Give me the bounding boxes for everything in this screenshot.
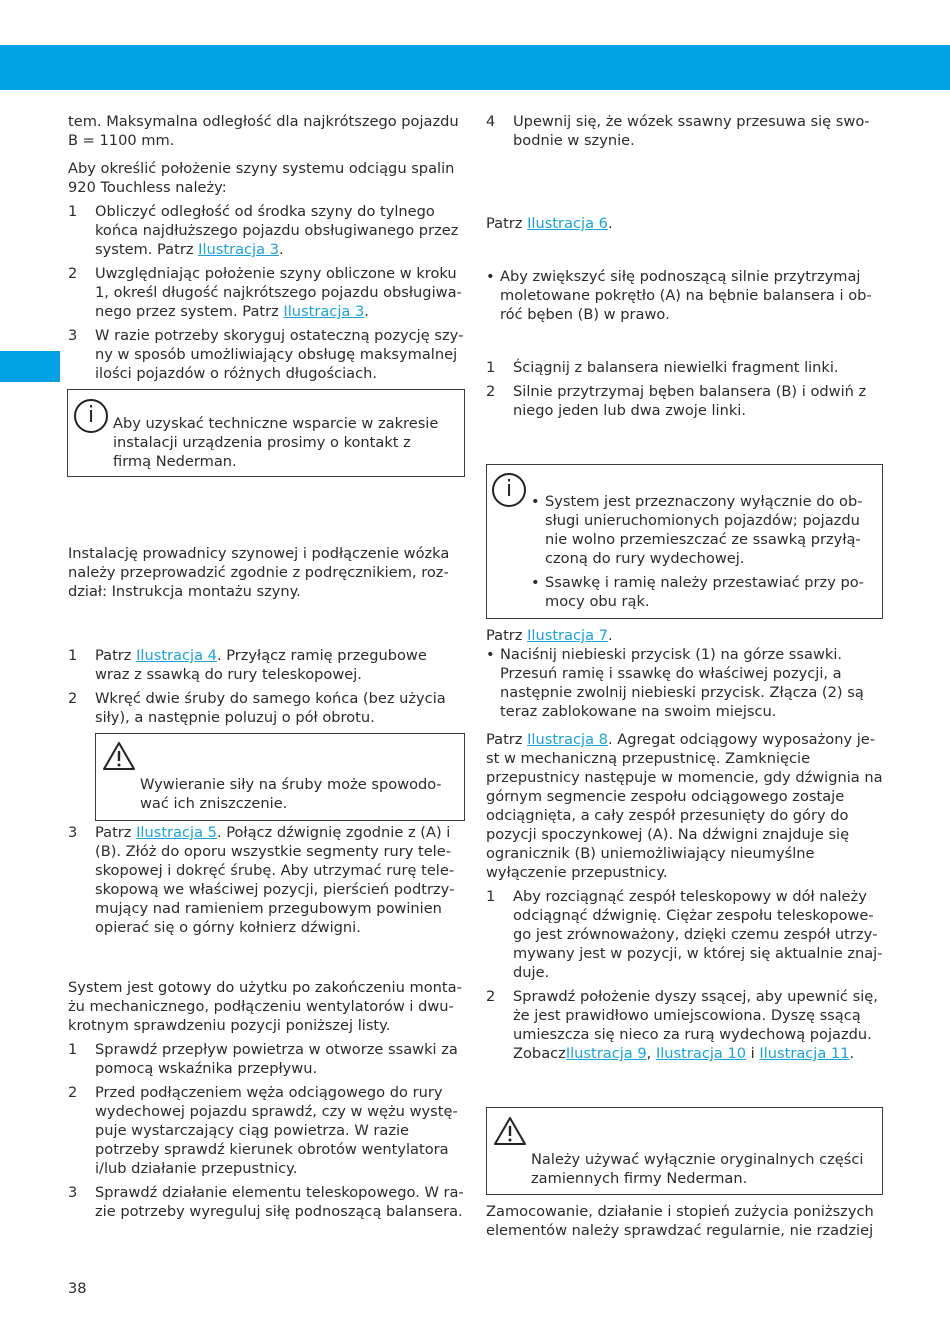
paragraph-ready: System jest gotowy do użytku po zakończeniu montażu mechanicznego, podłączeniu wentylatorów i dwukrotnym sprawdzeniu pozycji poniższej listy. [68, 979, 462, 1034]
list-item [68, 202, 464, 259]
list-number: 1 [486, 888, 496, 905]
list-text: Patrz [95, 647, 137, 664]
list-number: 2 [68, 1084, 78, 1101]
text: Patrz [486, 627, 528, 644]
section-tab-marker [0, 351, 60, 382]
paragraph-see-figure-6 [486, 214, 883, 233]
header-bar [0, 45, 950, 90]
list-text: Upewnij się, że wózek ssawny przesuwa się swobodnie w szynie. [513, 113, 870, 149]
list-item [486, 382, 883, 420]
paragraph-see-figure-8 [486, 730, 883, 882]
punctuation: . [278, 241, 284, 258]
left-column [68, 112, 464, 1226]
list-text: Sprawdź przepływ powietrza w otworze ssawki za pomocą wskaźnika przepływu. [95, 1041, 458, 1077]
list-item [68, 689, 464, 727]
list-number: 4 [486, 113, 496, 130]
list-number: 2 [486, 988, 496, 1005]
list-number: 2 [68, 690, 78, 707]
punctuation: . [607, 627, 613, 644]
separator: , [646, 1045, 656, 1062]
text: Patrz [486, 731, 528, 748]
figure-link[interactable]: Ilustracja 7 [527, 627, 608, 644]
list-text: Silnie przytrzymaj bęben balansera (B) i odwiń z niego jeden lub dwa zwoje linki. [513, 383, 867, 419]
list-number: 2 [68, 265, 78, 282]
list-item [486, 887, 883, 982]
bullet-text: System jest przeznaczony wyłącznie do obsługi unieruchomionych pojazdów; pojazdu nie wolno przemieszczać ze ssawką przyłączoną do rury wydechowej. [545, 493, 863, 567]
info-box [67, 389, 465, 477]
list-item [68, 646, 464, 684]
paragraph-rail-install: Instalację prowadnicy szynowej i podłączenie wózka należy przeprowadzić zgodnie z podręcznikiem, rozdział: Instrukcja montażu szyny. [68, 545, 450, 600]
punctuation: . [364, 303, 369, 320]
paragraph-intro: tem. Maksymalna odległość dla najkrótszego pojazdu B = 1100 mm. [68, 113, 459, 149]
list-text: Przed podłączeniem węża odciągowego do rury wydechowej pojazdu sprawdź, czy w wężu występuje wystarczający ciąg powietrza. W razie potrzeby sprawdź kierunek obrotów wentylatora i/lub działanie przepustnicy. [95, 1084, 458, 1177]
warning-icon [102, 741, 136, 771]
list-text: Ściągnij z balansera niewielki fragment linki. [513, 359, 839, 376]
list-text: Sprawdź położenie dyszy ssącej, aby upewnić się, że jest prawidłowo umiejscowiona. Dyszę ssącą umieszcza się nieco za rurą wydechową pojazdu. Zobacz [513, 988, 878, 1062]
warning-text: Należy używać wyłącznie oryginalnych części zamiennych firmy Nederman. [531, 1151, 864, 1187]
list-text: . Przyłącz ramię przegubowe wraz z ssawką do rury teleskopowej. [95, 647, 427, 683]
info-icon: i [74, 399, 108, 433]
paragraph-see-figure-7 [486, 626, 883, 645]
bullet-item [486, 267, 883, 324]
punctuation: . [849, 1045, 855, 1062]
list-number: 3 [68, 327, 78, 344]
paragraph-maintenance: Zamocowanie, działanie i stopień zużycia poniższych elementów należy sprawdzać regularnie, nie rzadziej [486, 1203, 874, 1239]
bullet-item [531, 492, 871, 568]
list-number: 1 [68, 203, 78, 220]
bullet-text: Aby zwiększyć siłę podnoszącą silnie przytrzymaj moletowane pokrętło (A) na bębnie balansera i obróć bęben (B) w prawo. [500, 268, 872, 323]
info-icon: i [492, 473, 526, 507]
list-text: Obliczyć odległość od środka szyny do tylnego końca najdłuższego pojazdu obsługiwanego przez system. Patrz [95, 203, 459, 258]
figure-link[interactable]: Ilustracja 6 [527, 215, 608, 232]
warning-box [486, 1107, 883, 1195]
list-item [68, 326, 464, 383]
list-text: W razie potrzeby skoryguj ostateczną pozycję szyny w sposób umożliwiający obsługę maksymalnej ilości pojazdów o różnych długościach. [95, 327, 464, 382]
figure-link[interactable]: Ilustracja 8 [527, 731, 608, 748]
list-item [68, 823, 464, 937]
warning-icon [493, 1116, 527, 1146]
warning-box [95, 733, 465, 821]
figure-link[interactable]: Ilustracja 4 [136, 647, 217, 664]
separator: i [746, 1045, 760, 1062]
list-item [68, 264, 464, 321]
list-number: 2 [486, 383, 496, 400]
figure-link[interactable]: Ilustracja 11 [759, 1045, 850, 1062]
list-text: Aby rozciągnąć zespół teleskopowy w dół należy odciągnąć dźwignię. Ciężar zespołu teleskopowego jest zrównoważony, dzięki czemu zespół utrzymywany jest w pozycji, w której się aktualnie znajduje. [513, 888, 883, 981]
list-text: . Połącz dźwignię zgodnie z (A) i (B). Złóż do oporu wszystkie segmenty rury teleskopowej i dokręć śrubę. Aby utrzymać rurę teleskopową we właściwej pozycji, pierścień podtrzymujący nad ramieniem przegubowym powinien opierać się o górny kołnierz dźwigni. [95, 824, 455, 936]
list-item [68, 1040, 464, 1078]
warning-text: Wywieranie siły na śruby może spowodować ich zniszczenie. [140, 776, 442, 812]
list-text: Wkręć dwie śruby do samego końca (bez użycia siły), a następnie poluzuj o pół obrotu. [95, 690, 446, 726]
figure-link[interactable]: Ilustracja 3 [283, 303, 365, 320]
list-item [68, 1183, 464, 1221]
bullet-text: Naciśnij niebieski przycisk (1) na górze ssawki. Przesuń ramię i ssawkę do właściwej pozycji, a następnie zwolnij niebieski przycisk. Złącza (2) są teraz zablokowane na swoim miejscu. [500, 646, 864, 720]
text: . Agregat odciągowy wyposażony jest w mechaniczną przepustnicę. Zamknięcie przepustnicy następuje w momencie, gdy dźwignia na górnym segmencie zespołu odciągowego zostaje odciągnięta, a cały zespół przesunięty do góry do pozycji spoczynkowej (A). Na dźwigni znajduje się ogranicznik (B) uniemożliwiający nieumyślne wyłączenie przepustnicy. [486, 731, 883, 881]
figure-link[interactable]: Ilustracja 5 [136, 824, 217, 841]
page-number: 38 [68, 1280, 87, 1297]
right-column [486, 112, 883, 1249]
info-text: Aby uzyskać techniczne wsparcie w zakresie instalacji urządzenia prosimy o kontakt z firmą Nederman. [113, 415, 439, 470]
list-item [486, 987, 883, 1063]
list-number: 3 [68, 1184, 78, 1201]
bullet-text: Ssawkę i ramię należy przestawiać przy pomocy obu rąk. [545, 574, 864, 610]
punctuation: . [607, 215, 613, 232]
bullet-item [486, 645, 883, 721]
list-item [486, 358, 883, 377]
list-number: 1 [68, 647, 78, 664]
info-box [486, 464, 883, 619]
list-number: 3 [68, 824, 78, 841]
list-text: Uwzględniając położenie szyny obliczone w kroku 1, określ długość najkrótszego pojazdu obsługiwanego przez system. Patrz [95, 265, 462, 320]
list-text: Sprawdź działanie elementu teleskopowego. W razie potrzeby wyreguluj siłę podnoszącą balansera. [95, 1184, 464, 1220]
bullet-item [531, 573, 871, 611]
bullet-dot: • [486, 268, 495, 285]
list-item [486, 112, 883, 150]
list-number: 1 [486, 359, 496, 376]
list-item [68, 1083, 464, 1178]
paragraph-rail-position: Aby określić położenie szyny systemu odciągu spalin 920 Touchless należy: [68, 160, 455, 196]
bullet-dot: • [531, 493, 540, 510]
list-text: Patrz [95, 824, 137, 841]
figure-link[interactable]: Ilustracja 9 [565, 1045, 647, 1062]
bullet-dot: • [486, 646, 495, 663]
text: Patrz [486, 215, 528, 232]
bullet-dot: • [531, 574, 540, 591]
figure-link[interactable]: Ilustracja 10 [655, 1045, 747, 1062]
figure-link[interactable]: Ilustracja 3 [198, 241, 279, 258]
list-number: 1 [68, 1041, 78, 1058]
info-bullet-list [531, 492, 871, 616]
